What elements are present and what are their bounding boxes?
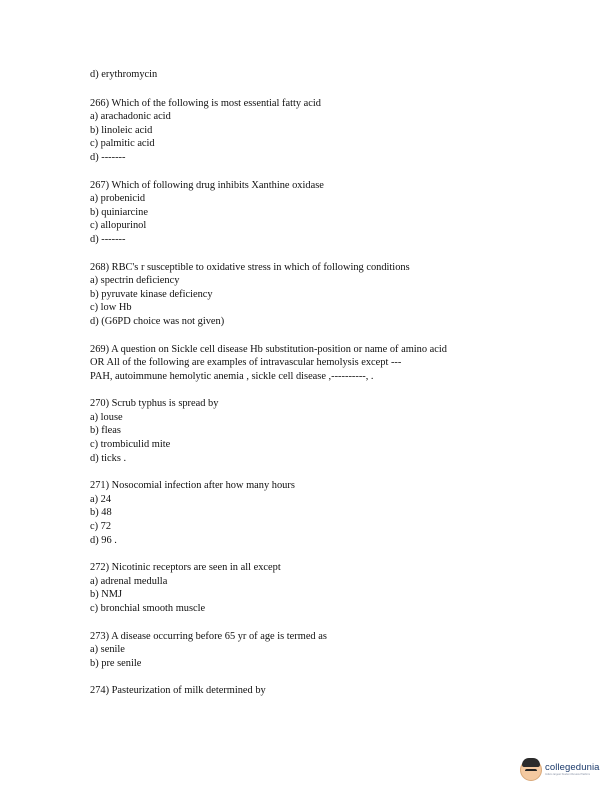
option-d: d) erythromycin [90,69,158,80]
collegedunia-logo [520,756,608,784]
option-c: c) bronchial smooth muscle [90,603,206,614]
option-a: a) spectrin deficiency [90,275,180,287]
option-c: c) low Hb [90,302,132,314]
question-text: 273) A disease occurring before 65 yr of age is termed as [90,630,327,642]
question-268 [90,261,570,329]
question-265-tail [90,68,570,82]
logo-name: collegedunia [545,762,600,773]
mascot-face-icon [520,759,542,781]
option-a: a) 24 [90,493,112,505]
question-text: 274) Pasteurization of milk determined by [90,685,266,697]
logo-tagline: India's largest Student Review Platform [545,773,591,776]
option-d: d) 96 . [90,534,117,546]
question-273 [90,630,570,671]
option-b: b) 48 [90,507,112,519]
question-text: 267) Which of following drug inhibits Xanthine oxidase [90,179,324,191]
option-d: d) (G6PD choice was not given) [90,315,225,327]
option-c: c) allopurinol [90,220,147,232]
option-a: a) probenicid [90,193,146,205]
option-a: a) adrenal medulla [90,575,168,587]
question-text: 268) RBC's r susceptible to oxidative stress in which of following conditions [90,261,410,273]
question-text: 269) A question on Sickle cell disease Hb substitution-position or name of amino acid [90,343,447,355]
question-text: 270) Scrub typhus is spread by [90,398,219,410]
question-269 [90,343,570,384]
option-d: d) ------- [90,233,126,245]
question-272 [90,561,570,615]
document-body [90,68,570,712]
option-d: d) ticks . [90,452,127,464]
option-a: a) senile [90,644,125,656]
option-d: d) ------- [90,151,126,163]
question-271 [90,479,570,547]
question-text: 272) Nicotinic receptors are seen in all except [90,562,281,574]
question-274 [90,684,570,698]
question-text: 266) Which of the following is most essential fatty acid [90,97,321,109]
question-text-alt: OR All of the following are examples of intravascular hemolysis except --- [90,357,402,369]
option-b: b) quiniarcine [90,206,148,218]
question-266 [90,97,570,165]
option-a: a) arachadonic acid [90,111,171,123]
option-a: a) louse [90,411,123,423]
question-text-choices: PAH, autoimmune hemolytic anemia , sickle cell disease ,----------, . [90,370,374,382]
question-270 [90,397,570,465]
option-b: b) linoleic acid [90,124,153,136]
question-267 [90,179,570,247]
option-b: b) fleas [90,425,121,437]
option-b: b) pre senile [90,657,142,669]
option-c: c) palmitic acid [90,138,155,150]
option-b: b) pyruvate kinase deficiency [90,288,213,300]
logo-text [545,763,600,777]
option-c: c) trombiculid mite [90,439,171,451]
option-b: b) NMJ [90,589,123,601]
option-c: c) 72 [90,521,112,533]
question-text: 271) Nosocomial infection after how many hours [90,480,295,492]
